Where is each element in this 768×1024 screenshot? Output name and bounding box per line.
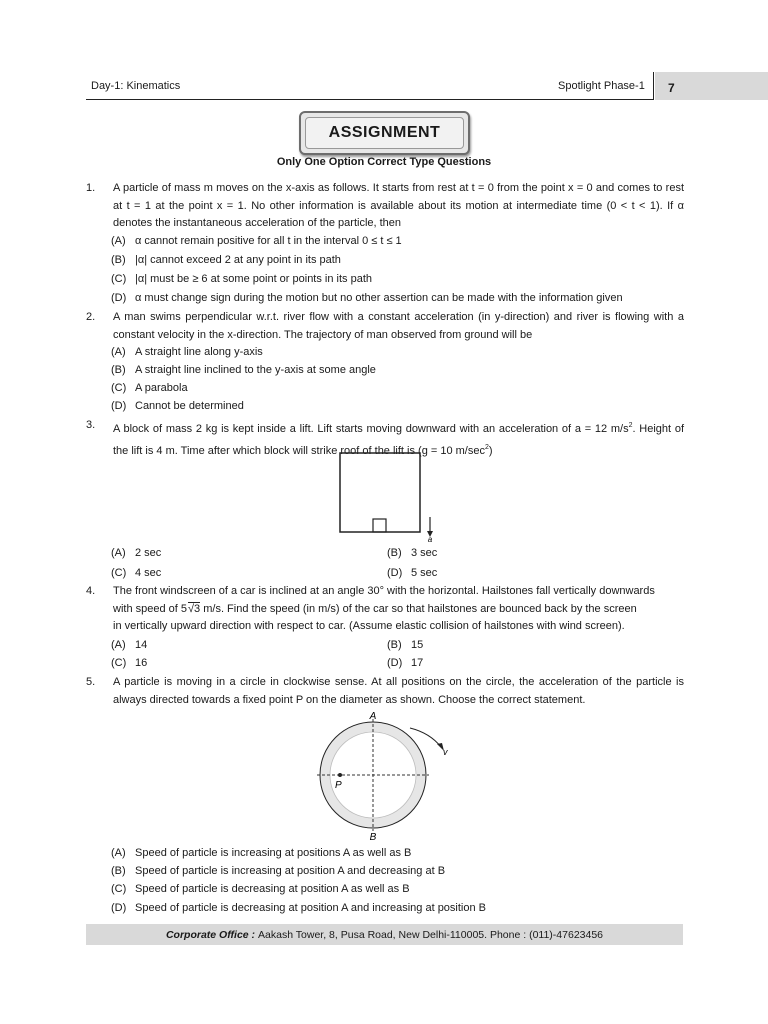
option: (C) |α| must be ≥ 6 at some point or points in its path xyxy=(111,273,373,285)
option: (A) 14 xyxy=(111,639,148,651)
acceleration-label: a xyxy=(427,535,433,544)
question-number: 5. xyxy=(86,676,96,688)
assignment-title: ASSIGNMENT xyxy=(305,117,464,149)
circle-diagram xyxy=(310,707,460,842)
option: (B) Speed of particle is increasing at position A and decreasing at B xyxy=(111,865,446,877)
option: (D) Cannot be determined xyxy=(111,400,244,412)
option: (D) α must change sign during the motion but no other assertion can be made with the information given xyxy=(111,292,623,304)
question-2 xyxy=(86,309,684,344)
footer-address: Aakash Tower, 8, Pusa Road, New Delhi-110005. Phone : (011)-47623456 xyxy=(258,928,604,941)
question-number: 3. xyxy=(86,419,96,431)
question-number: 4. xyxy=(86,585,96,597)
assignment-title-box xyxy=(299,111,470,155)
header-divider xyxy=(653,72,654,100)
option: (D) Speed of particle is decreasing at position A and increasing at position B xyxy=(111,902,487,914)
option: (D) 17 xyxy=(387,657,424,669)
velocity-label: v xyxy=(443,747,448,757)
option: (A) 2 sec xyxy=(111,547,162,559)
option: (B) 15 xyxy=(387,639,424,651)
option: (A) A straight line along y-axis xyxy=(111,346,263,358)
option: (D) 5 sec xyxy=(387,567,438,579)
option: (C) 4 sec xyxy=(111,567,162,579)
point-p-label: P xyxy=(335,780,342,791)
point-b-label: B xyxy=(369,832,377,842)
option: (A) Speed of particle is increasing at positions A as well as B xyxy=(111,847,412,859)
question-5 xyxy=(86,674,684,709)
point-a-label: A xyxy=(369,711,377,722)
question-text: A particle of mass m moves on the x-axis as follows. It starts from rest at t = 0 from the point x = 0 and comes to rest at t = 1 at the point x = 1. No other information is available about its motion at intermediate time (0 < t < 1). If α denotes the instantaneous acceleration of the particle, then xyxy=(113,182,684,229)
option: (C) A parabola xyxy=(111,382,188,394)
footer-label: Corporate Office : xyxy=(165,928,256,941)
option: (C) 16 xyxy=(111,657,148,669)
option: (B) 3 sec xyxy=(387,547,438,559)
header-rule xyxy=(86,99,653,100)
question-number: 2. xyxy=(86,311,96,323)
lift-diagram xyxy=(330,450,440,545)
question-number: 1. xyxy=(86,182,96,194)
question-text: The front windscreen of a car is inclined at an angle 30° with the horizontal. Hailstones fall vertically downwards with speed of 5√3 m/s. Find the speed (in m/s) of the car so that hailstones are bounced back by the screen in vertically upward direction with respect to car. (Assume elastic collision of hailstones with wind screen). xyxy=(113,585,655,632)
question-4 xyxy=(86,583,684,636)
question-text: A block of mass 2 kg is kept inside a lift. Lift starts moving downward with an acceleration of a = 12 $m/s^2$. Height of the lift is 4 m. Time after which block will strike roof of the lift is (g = 10 $m/\sec^2$) xyxy=(113,422,685,457)
question-text: A particle is moving in a circle in clockwise sense. At all positions on the circle, the acceleration of the particle is always directed towards a fixed point P on the diameter as shown. Choose the correct statement. xyxy=(113,676,684,706)
option: (A) α cannot remain positive for all t in the interval 0 ≤ t ≤ 1 xyxy=(111,235,402,247)
header-series: Spotlight Phase-1 xyxy=(558,80,645,92)
footer-bar xyxy=(86,924,683,945)
option: (B) A straight line inclined to the y-axis at some angle xyxy=(111,364,376,376)
question-text: A man swims perpendicular w.r.t. river flow with a constant acceleration (in y-direction) and river is flowing with a constant velocity in the x-direction. The trajectory of man observed from ground will be xyxy=(113,311,684,341)
header-chapter: Day-1: Kinematics xyxy=(91,80,181,92)
question-1 xyxy=(86,180,684,233)
option: (B) |α| cannot exceed 2 at any point in its path xyxy=(111,254,341,266)
option: (C) Speed of particle is decreasing at position A as well as B xyxy=(111,883,410,895)
page-number: 7 xyxy=(668,81,675,95)
section-subtitle: Only One Option Correct Type Questions xyxy=(276,156,492,168)
